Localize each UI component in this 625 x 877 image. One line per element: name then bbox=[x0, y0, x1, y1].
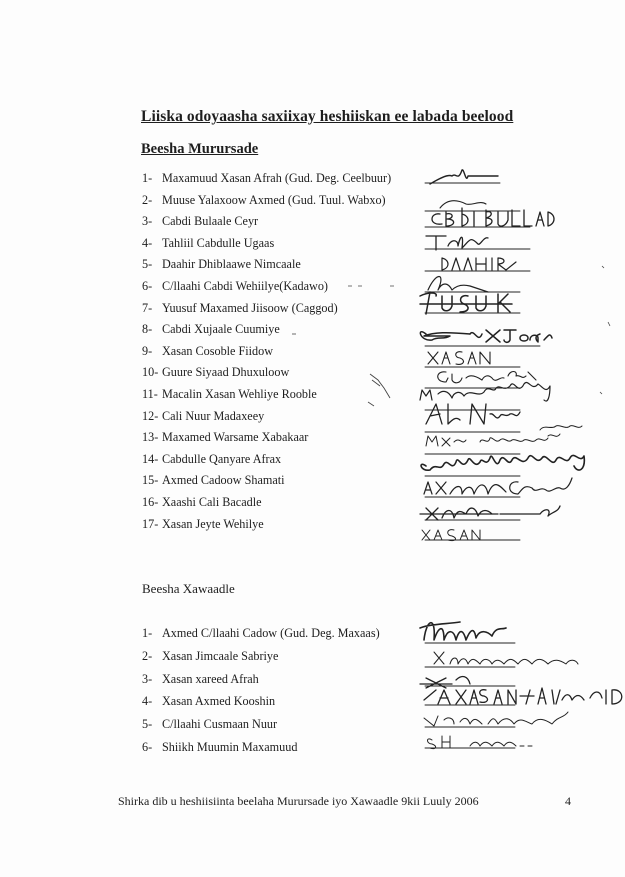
item-number: 13- bbox=[142, 430, 159, 445]
signatory-name: Axmed Cadoow Shamati bbox=[162, 473, 285, 488]
list-item bbox=[142, 693, 275, 709]
signature-g2-6 bbox=[428, 736, 533, 749]
signature-13 bbox=[426, 426, 582, 446]
list-item bbox=[142, 739, 297, 755]
signature-g2-1 bbox=[420, 622, 506, 640]
item-number: 6- bbox=[142, 740, 153, 754]
signatory-name: Xasan Cosoble Fiidow bbox=[162, 343, 274, 358]
item-number: 16- bbox=[142, 495, 159, 509]
signatory-name: Macalin Xasan Wehliye Rooble bbox=[162, 387, 317, 401]
list-item bbox=[142, 716, 277, 732]
list-item bbox=[142, 386, 317, 402]
list-item bbox=[142, 625, 380, 641]
item-number: 15- bbox=[142, 473, 159, 488]
item-number: 6- bbox=[142, 279, 153, 293]
signature-14 bbox=[421, 455, 584, 470]
page-number: 4 bbox=[565, 794, 571, 808]
signature-g2-5 bbox=[424, 712, 568, 726]
item-number: 5- bbox=[142, 257, 153, 272]
signature-lines bbox=[425, 183, 540, 748]
signatory-name: Xaashi Cali Bacadle bbox=[162, 495, 262, 509]
signature-4 bbox=[426, 236, 488, 250]
item-number: 4- bbox=[142, 235, 153, 250]
signature-16 bbox=[420, 506, 560, 520]
item-number: 4- bbox=[142, 694, 153, 709]
signature-17 bbox=[422, 530, 480, 541]
page-title: Liiska odoyaasha saxiixay heshiiskan ee labada beelood bbox=[141, 108, 514, 125]
signatory-name: Daahir Dhiblaawe Nimcaale bbox=[162, 257, 301, 272]
signature-1 bbox=[430, 170, 498, 184]
item-number: 2- bbox=[142, 192, 153, 207]
item-number: 3- bbox=[142, 214, 153, 229]
item-number: 5- bbox=[142, 717, 153, 732]
list-item bbox=[142, 170, 391, 186]
list-item bbox=[142, 429, 308, 445]
list-item bbox=[142, 278, 328, 294]
signature-8 bbox=[420, 330, 552, 342]
signatory-name: Axmed C/llaahi Cadow (Gud. Deg. Maxaas) bbox=[162, 626, 380, 640]
signature-11 bbox=[420, 382, 550, 401]
group-heading-murursade: Beesha Murursade bbox=[141, 141, 259, 157]
item-number: 11- bbox=[142, 387, 158, 401]
item-number: 14- bbox=[142, 451, 159, 466]
signature-3 bbox=[432, 208, 554, 226]
item-number: 8- bbox=[142, 322, 153, 337]
list-item bbox=[142, 472, 285, 488]
item-number: 9- bbox=[142, 343, 153, 358]
list-item bbox=[142, 671, 259, 687]
signatory-name: Cali Nuur Madaxeey bbox=[162, 408, 265, 423]
list-item bbox=[142, 256, 301, 272]
list-item bbox=[142, 364, 289, 380]
list-item bbox=[142, 300, 338, 316]
list-item bbox=[142, 516, 264, 532]
signature-15 bbox=[424, 478, 572, 494]
signatory-name: Maxamed Warsame Xabakaar bbox=[162, 430, 309, 445]
signatory-name: Shiikh Muumin Maxamuud bbox=[162, 740, 298, 754]
signatory-name: C/llaahi Cabdi Wehiilye(Kadawo) bbox=[162, 279, 328, 293]
signature-7 bbox=[420, 292, 512, 314]
signatory-name: Cabdi Bulaale Ceyr bbox=[162, 214, 259, 229]
list-item bbox=[142, 451, 281, 467]
list-item bbox=[142, 192, 386, 208]
signatory-name: Yuusuf Maxamed Jiisoow (Caggod) bbox=[162, 300, 338, 315]
item-number: 1- bbox=[142, 171, 153, 185]
signature-g2-3 bbox=[420, 677, 470, 688]
item-number: 1- bbox=[142, 626, 153, 640]
list-item bbox=[142, 321, 280, 337]
signatory-name: Xasan Jimcaale Sabriye bbox=[162, 648, 279, 663]
group-heading-xawaadle: Beesha Xawaadle bbox=[142, 581, 235, 596]
signature-6 bbox=[428, 277, 488, 293]
list-item bbox=[142, 213, 258, 229]
signatory-name: Xasan Axmed Kooshin bbox=[162, 694, 276, 709]
item-number: 17- bbox=[142, 516, 159, 531]
item-number: 2- bbox=[142, 648, 153, 663]
list-item bbox=[142, 648, 278, 664]
signatory-name: Cabdulle Qanyare Afrax bbox=[162, 451, 282, 466]
signature-5 bbox=[442, 258, 516, 270]
signature-g2-4 bbox=[424, 688, 622, 704]
signatory-name: Muuse Yalaxoow Axmed (Gud. Tuul. Wabxo) bbox=[162, 192, 386, 207]
list-item bbox=[142, 235, 274, 251]
item-number: 7- bbox=[142, 300, 153, 315]
list-item bbox=[142, 343, 273, 359]
page-footer: Shirka dib u heshiisiinta beelaha Murursade iyo Xawaadle 9kii Luuly 2006 bbox=[118, 794, 479, 808]
signatory-name: Maxamuud Xasan Afrah (Gud. Deg. Ceelbuur) bbox=[162, 171, 392, 185]
signatory-name: Xasan Jeyte Wehilye bbox=[162, 516, 264, 531]
list-item bbox=[142, 494, 262, 510]
signature-10 bbox=[438, 372, 536, 383]
signatory-name: C/llaahi Cusmaan Nuur bbox=[162, 717, 278, 732]
signature-12 bbox=[426, 404, 520, 424]
item-number: 3- bbox=[142, 671, 153, 686]
signature-2 bbox=[440, 201, 486, 208]
signatory-name: Guure Siyaad Dhuxuloow bbox=[162, 365, 290, 380]
item-number: 12- bbox=[142, 408, 159, 423]
list-item bbox=[142, 408, 264, 424]
signature-9 bbox=[428, 352, 490, 365]
signatory-name: Xasan xareed Afrah bbox=[162, 671, 259, 686]
signatory-name: Tahliil Cabdulle Ugaas bbox=[162, 235, 275, 250]
signature-g2-2 bbox=[434, 652, 578, 664]
signatory-name: Cabdi Xujaale Cuumiye bbox=[162, 322, 280, 337]
item-number: 10- bbox=[142, 365, 159, 380]
